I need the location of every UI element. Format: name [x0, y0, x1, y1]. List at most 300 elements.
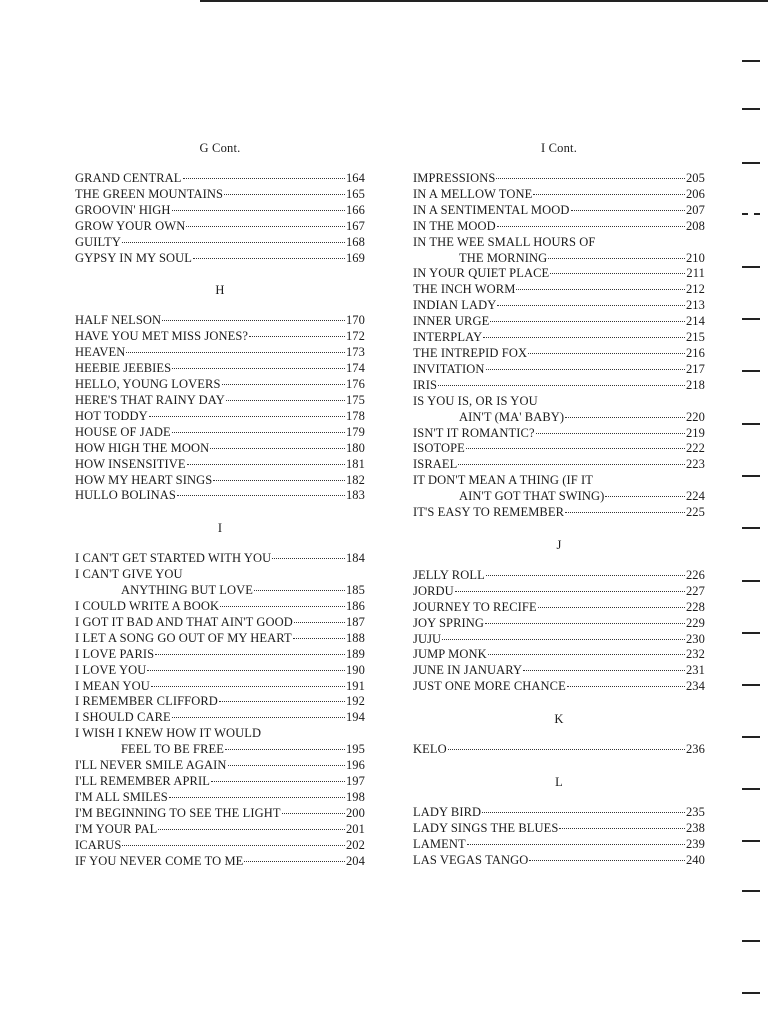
index-entry	[413, 742, 705, 758]
entry-title: IN A MELLOW TONE	[413, 186, 533, 201]
index-entry	[75, 838, 365, 854]
dot-leader	[177, 495, 345, 496]
entry-page-number: 197	[345, 774, 365, 788]
section-heading: I	[217, 521, 223, 536]
entry-title: ISN'T IT ROMANTIC?	[413, 425, 535, 440]
edge-mark	[742, 108, 760, 110]
entry-page-number: 232	[685, 647, 705, 662]
entry-title: JUST ONE MORE CHANCE	[413, 679, 566, 694]
entry-page-number: 225	[685, 505, 705, 520]
entry-title: ICARUS	[75, 837, 122, 852]
index-entry	[75, 631, 365, 647]
index-entry	[75, 822, 365, 838]
entry-title: I'M YOUR PAL	[75, 821, 158, 836]
entry-page-number: 208	[685, 218, 705, 233]
dot-leader	[186, 226, 345, 227]
edge-mark	[742, 736, 760, 738]
entry-title: HOW HIGH THE MOON	[75, 440, 210, 455]
entry-title: IN A SENTIMENTAL MOOD	[413, 202, 570, 217]
entry-page-number: 238	[685, 821, 705, 835]
index-entry	[75, 187, 365, 203]
dot-leader	[249, 336, 345, 337]
entry-title: LADY BIRD	[413, 805, 482, 820]
edge-mark	[742, 632, 760, 634]
entry-page-number: 187	[345, 614, 365, 629]
dot-leader	[172, 368, 345, 369]
entry-page-number: 215	[685, 330, 705, 345]
dot-leader	[172, 210, 345, 211]
entry-title: I LOVE PARIS	[75, 646, 155, 661]
dot-leader	[458, 464, 685, 465]
section-heading: I Cont.	[540, 141, 578, 155]
dot-leader	[497, 305, 685, 306]
entry-page-number: 228	[685, 599, 705, 614]
dot-leader	[605, 496, 685, 497]
dot-leader	[183, 178, 345, 179]
entry-title-line: I CAN'T GIVE YOU	[75, 567, 183, 582]
index-entry	[413, 853, 705, 869]
index-entry	[413, 679, 705, 695]
entry-page-number: 183	[345, 488, 365, 503]
entry-title: IN YOUR QUIET PLACE	[413, 266, 550, 281]
entry-page-number: 218	[685, 377, 705, 392]
entry-title: THE INTREPID FOX	[413, 345, 528, 360]
index-entry	[413, 457, 705, 473]
entry-title: IF YOU NEVER COME TO ME	[75, 853, 244, 868]
entry-title-line: IT DON'T MEAN A THING (IF IT	[413, 473, 594, 488]
index-entry	[413, 663, 705, 679]
index-entry	[413, 346, 705, 362]
index-entry	[75, 235, 365, 251]
entry-page-number: 186	[345, 599, 365, 614]
dot-leader	[483, 337, 685, 338]
dot-leader	[438, 385, 685, 386]
entry-title: THE INCH WORM	[413, 282, 516, 297]
entry-title: AIN'T (MA' BABY)	[459, 409, 565, 424]
dot-leader	[486, 575, 685, 576]
entry-page-number: 169	[345, 250, 365, 265]
index-entry	[75, 488, 365, 504]
index-entry	[413, 378, 705, 394]
index-entry	[75, 425, 365, 441]
entry-title: I'M BEGINNING TO SEE THE LIGHT	[75, 805, 281, 820]
entry-title: FEEL TO BE FREE	[121, 742, 225, 757]
entry-title: ISRAEL	[413, 457, 458, 472]
entry-page-number: 231	[685, 663, 705, 678]
dot-leader	[228, 765, 345, 766]
entry-page-number: 236	[685, 742, 705, 757]
entry-title: I'LL REMEMBER APRIL	[75, 774, 210, 788]
dot-leader	[550, 273, 685, 274]
entry-page-number: 175	[345, 392, 365, 407]
edge-mark	[742, 580, 760, 582]
index-entry	[413, 314, 705, 330]
index-entry	[413, 505, 705, 521]
entry-title: I REMEMBER CLIFFORD	[75, 694, 218, 709]
entry-title: IMPRESSIONS	[413, 171, 496, 185]
entry-page-number: 201	[345, 821, 365, 836]
index-entry	[413, 362, 705, 378]
dot-leader	[293, 638, 345, 639]
index-entry	[413, 410, 705, 426]
entry-page-number: 226	[685, 567, 705, 582]
entry-page-number: 174	[345, 361, 365, 376]
dot-leader	[448, 749, 685, 750]
entry-title: GROOVIN' HIGH	[75, 202, 171, 217]
index-entry	[413, 837, 705, 853]
entry-page-number: 178	[345, 408, 365, 423]
index-entry	[413, 203, 705, 219]
entry-title: HULLO BOLINAS	[75, 488, 176, 503]
entry-page-number: 185	[345, 583, 365, 598]
dot-leader	[442, 639, 685, 640]
entry-page-number: 217	[685, 361, 705, 376]
dot-leader	[282, 813, 345, 814]
index-entry	[413, 426, 705, 442]
entry-page-number: 168	[345, 234, 365, 249]
entry-page-number: 230	[685, 631, 705, 646]
entry-title: HELLO, YOUNG LOVERS	[75, 377, 221, 392]
index-entry	[413, 266, 705, 282]
section-heading: L	[555, 775, 563, 790]
dot-leader	[155, 654, 345, 655]
entry-title: THE MORNING	[459, 250, 548, 265]
entry-page-number: 191	[345, 678, 365, 693]
index-entry	[75, 457, 365, 473]
dot-leader	[193, 258, 345, 259]
entry-title: ISOTOPE	[413, 441, 465, 456]
dot-leader	[516, 289, 684, 290]
dot-leader	[565, 417, 685, 418]
index-entry	[413, 632, 705, 648]
entry-page-number: 216	[685, 345, 705, 360]
entry-title: I MEAN YOU	[75, 678, 150, 693]
entry-title: GYPSY IN MY SOUL	[75, 250, 193, 265]
index-entry	[413, 251, 705, 267]
dot-leader	[213, 480, 345, 481]
index-entry	[75, 790, 365, 806]
entry-title: HOW MY HEART SINGS	[75, 472, 213, 487]
entry-title: I CAN'T GET STARTED WITH YOU	[75, 551, 272, 566]
entry-page-number: 200	[345, 805, 365, 820]
entry-page-number: 166	[345, 202, 365, 217]
index-entry	[75, 329, 365, 345]
dot-leader	[272, 558, 345, 559]
dot-leader	[169, 797, 345, 798]
entry-title: JOURNEY TO RECIFE	[413, 599, 537, 614]
dot-leader	[482, 812, 685, 813]
index-entry	[75, 409, 365, 425]
dot-leader	[254, 590, 345, 591]
dot-leader	[172, 432, 345, 433]
entry-page-number: 172	[345, 329, 365, 344]
index-entry	[413, 821, 705, 837]
entry-title: IRIS	[413, 377, 438, 392]
index-entry	[75, 615, 365, 631]
index-entry	[75, 774, 365, 790]
dot-leader	[559, 828, 685, 829]
entry-title: LADY SINGS THE BLUES	[413, 821, 559, 835]
entry-title: I SHOULD CARE	[75, 710, 171, 725]
entry-title: HALF NELSON	[75, 313, 162, 328]
dot-leader	[225, 749, 345, 750]
entry-page-number: 164	[345, 171, 365, 185]
section-heading: J	[556, 537, 562, 552]
edge-mark	[742, 890, 760, 892]
section-heading: G Cont.	[199, 141, 241, 155]
entry-page-number: 223	[685, 457, 705, 472]
edge-mark	[742, 318, 760, 320]
entry-page-number: 194	[345, 710, 365, 725]
index-entry	[75, 679, 365, 695]
entry-title: I COULD WRITE A BOOK	[75, 599, 220, 614]
index-entry	[75, 393, 365, 409]
entry-title: HOT TODDY	[75, 408, 148, 423]
entry-title: JUMP MONK	[413, 647, 487, 662]
entry-page-number: 207	[685, 202, 705, 217]
dot-leader	[244, 861, 345, 862]
index-entry	[75, 313, 365, 329]
section-heading: H	[215, 283, 225, 298]
edge-mark	[742, 992, 760, 994]
entry-title: JUNE IN JANUARY	[413, 663, 523, 678]
entry-title: IN THE MOOD	[413, 218, 496, 233]
index-entry	[75, 473, 365, 489]
entry-page-number: 214	[685, 314, 705, 329]
index-entry	[75, 806, 365, 822]
entry-title: INNER URGE	[413, 314, 490, 329]
entry-page-number: 234	[685, 679, 705, 694]
index-entry	[413, 219, 705, 235]
dot-leader	[497, 226, 685, 227]
entry-title: INDIAN LADY	[413, 298, 497, 313]
dot-leader	[565, 512, 685, 513]
dot-leader	[538, 607, 685, 608]
index-entry	[75, 377, 365, 393]
entry-page-number: 204	[345, 853, 365, 868]
dot-leader	[567, 686, 685, 687]
dot-leader	[226, 400, 345, 401]
dot-leader	[122, 242, 345, 243]
dot-leader	[466, 448, 685, 449]
edge-mark	[742, 266, 760, 268]
entry-page-number: 188	[345, 630, 365, 645]
edge-mark	[742, 788, 760, 790]
entry-page-number: 235	[685, 805, 705, 820]
index-entry	[75, 251, 365, 267]
index-entry	[75, 583, 365, 599]
edge-mark	[742, 370, 760, 372]
entry-title: I'M ALL SMILES	[75, 789, 168, 804]
dot-leader	[536, 433, 685, 434]
index-entry	[413, 805, 705, 821]
index-entry	[413, 584, 705, 600]
entry-title: HOW INSENSITIVE	[75, 456, 186, 471]
entry-title: HAVE YOU MET MISS JONES?	[75, 329, 249, 344]
entry-page-number: 173	[345, 345, 365, 360]
dot-leader	[220, 606, 345, 607]
index-entry	[413, 489, 705, 505]
entry-page-number: 198	[345, 789, 365, 804]
dot-leader	[224, 194, 345, 195]
index-entry	[413, 616, 705, 632]
index-entry	[413, 600, 705, 616]
index-entry	[75, 710, 365, 726]
dot-leader	[533, 194, 685, 195]
index-entry	[75, 742, 365, 758]
index-entry	[413, 568, 705, 584]
index-entry	[75, 171, 365, 187]
entry-page-number: 240	[685, 852, 705, 867]
entry-page-number: 205	[685, 171, 705, 185]
entry-title: INVITATION	[413, 361, 485, 376]
entry-page-number: 184	[345, 551, 365, 566]
entry-page-number: 176	[345, 377, 365, 392]
index-entry	[75, 694, 365, 710]
edge-mark	[742, 423, 760, 425]
dot-leader	[571, 210, 685, 211]
index-entry	[75, 599, 365, 615]
dot-leader	[496, 178, 685, 179]
entry-title: GROW YOUR OWN	[75, 218, 186, 233]
dot-leader	[488, 654, 685, 655]
entry-title: KELO	[413, 742, 447, 757]
dot-leader	[187, 464, 345, 465]
entry-title: HOUSE OF JADE	[75, 424, 171, 439]
dot-leader	[222, 384, 345, 385]
entry-title: JORDU	[413, 583, 454, 598]
dot-leader	[122, 845, 344, 846]
index-entry	[75, 663, 365, 679]
dot-leader	[548, 258, 685, 259]
top-rule	[200, 0, 768, 2]
dot-leader	[529, 860, 685, 861]
entry-title: HEEBIE JEEBIES	[75, 361, 172, 376]
entry-title: LAS VEGAS TANGO	[413, 852, 529, 867]
entry-title: THE GREEN MOUNTAINS	[75, 186, 224, 201]
entry-title: HEAVEN	[75, 345, 126, 360]
index-entry	[413, 441, 705, 457]
dot-leader	[172, 717, 345, 718]
dot-leader	[294, 622, 345, 623]
edge-mark	[742, 684, 760, 686]
index-entry	[75, 361, 365, 377]
dot-leader	[151, 686, 345, 687]
entry-page-number: 182	[345, 472, 365, 487]
dot-leader	[149, 416, 345, 417]
entry-title: GRAND CENTRAL	[75, 171, 182, 185]
entry-page-number: 192	[345, 694, 365, 709]
entry-page-number: 179	[345, 424, 365, 439]
entry-title-line: I WISH I KNEW HOW IT WOULD	[75, 726, 262, 741]
index-entry	[413, 647, 705, 663]
entry-page-number: 210	[685, 250, 705, 265]
index-entry	[75, 441, 365, 457]
entry-title: I LOVE YOU	[75, 662, 147, 677]
entry-page-number: 195	[345, 742, 365, 757]
index-entry	[75, 345, 365, 361]
dot-leader	[158, 829, 345, 830]
dot-leader	[523, 670, 685, 671]
dot-leader	[528, 353, 685, 354]
dot-leader	[455, 591, 685, 592]
entry-title: JELLY ROLL	[413, 567, 485, 582]
index-column-right	[413, 140, 705, 869]
edge-mark	[742, 840, 760, 842]
edge-mark	[742, 527, 760, 529]
index-entry	[75, 854, 365, 870]
entry-page-number: 211	[686, 266, 705, 281]
entry-page-number: 220	[685, 409, 705, 424]
dot-leader	[210, 448, 345, 449]
edge-mark	[742, 60, 760, 62]
entry-title-line: IS YOU IS, OR IS YOU	[413, 393, 538, 408]
entry-title: JOY SPRING	[413, 615, 485, 630]
entry-title: GUILTY	[75, 234, 121, 249]
index-entry	[75, 203, 365, 219]
entry-page-number: 206	[685, 186, 705, 201]
dot-leader	[467, 844, 685, 845]
dot-leader	[162, 320, 345, 321]
entry-title: INTERPLAY	[413, 330, 483, 345]
entry-title: I LET A SONG GO OUT OF MY HEART	[75, 630, 292, 645]
entry-page-number: 196	[345, 758, 365, 773]
index-entry	[75, 647, 365, 663]
entry-title: JUJU	[413, 631, 442, 646]
entry-page-number: 224	[685, 489, 705, 504]
index-entry	[413, 187, 705, 203]
entry-page-number: 229	[685, 615, 705, 630]
index-entry	[75, 551, 365, 567]
entry-page-number: 222	[685, 441, 705, 456]
index-entry	[413, 171, 705, 187]
dot-leader	[126, 352, 345, 353]
index-entry	[413, 330, 705, 346]
dot-leader	[485, 623, 685, 624]
dot-leader	[211, 781, 345, 782]
entry-title: AIN'T GOT THAT SWING)	[459, 489, 605, 504]
entry-title: HERE'S THAT RAINY DAY	[75, 392, 225, 407]
index-entry	[413, 298, 705, 314]
entry-page-number: 227	[685, 583, 705, 598]
entry-page-number: 165	[345, 186, 365, 201]
index-entry	[413, 282, 705, 298]
edge-mark	[742, 213, 760, 215]
entry-page-number: 202	[345, 837, 365, 852]
entry-title: I'LL NEVER SMILE AGAIN	[75, 758, 227, 773]
dot-leader	[219, 701, 345, 702]
entry-page-number: 170	[345, 313, 365, 328]
section-heading: K	[554, 712, 564, 727]
entry-page-number: 219	[685, 425, 705, 440]
dot-leader	[490, 321, 685, 322]
entry-page-number: 190	[345, 662, 365, 677]
edge-mark	[742, 940, 760, 942]
entry-page-number: 167	[345, 218, 365, 233]
entry-title: IT'S EASY TO REMEMBER	[413, 505, 565, 520]
entry-page-number: 213	[685, 298, 705, 313]
edge-mark	[742, 162, 760, 164]
entry-title-line: IN THE WEE SMALL HOURS OF	[413, 234, 596, 249]
entry-title: LAMENT	[413, 836, 466, 851]
edge-mark	[742, 475, 760, 477]
dot-leader	[147, 670, 345, 671]
entry-page-number: 212	[685, 282, 705, 297]
index-entry	[75, 758, 365, 774]
entry-title: ANYTHING BUT LOVE	[121, 583, 254, 598]
dot-leader	[486, 369, 685, 370]
entry-page-number: 181	[345, 456, 365, 471]
